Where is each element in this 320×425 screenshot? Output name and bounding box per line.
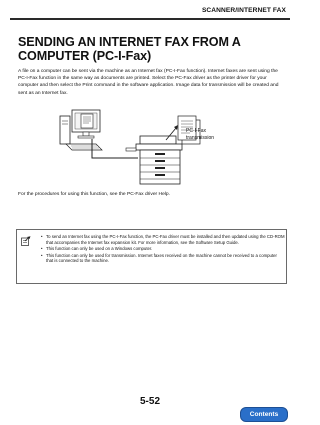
header-bar bbox=[10, 2, 290, 20]
figure-label-line1: PC-I-Fax bbox=[186, 128, 206, 134]
contents-button[interactable]: Contents bbox=[240, 407, 288, 422]
page-number: 5-52 bbox=[139, 396, 160, 407]
procedure-reference: For the procedures for using this function, see the PC-Fax driver Help. bbox=[18, 192, 170, 197]
note-item: • To send an Internet fax using the PC-I-Fax function, the PC-Fax driver must be installed and then updated using the CD-ROM that accompanies the Internet fax expansion kit. For more information, see the Software Setup Guide. bbox=[41, 234, 285, 246]
figure-label-line2: transmission bbox=[186, 134, 215, 141]
memo-icon bbox=[21, 236, 31, 246]
note-item: • This function can only be used for transmission. Internet faxes received on the machine cannot be received to a computer that is connected to the machine. bbox=[41, 253, 285, 265]
note-list bbox=[41, 234, 285, 265]
pc-i-fax-illustration bbox=[56, 108, 246, 186]
computer-tower-icon bbox=[60, 116, 70, 144]
section-header: SCANNER/INTERNET FAX bbox=[201, 7, 286, 14]
page-title: SENDING AN INTERNET FAX FROM A COMPUTER (PC-I-Fax) bbox=[18, 35, 241, 63]
note-item: • This function can only be used on a Windows computer. bbox=[41, 246, 285, 252]
mfp-machine-icon bbox=[126, 136, 182, 184]
document-icon bbox=[81, 114, 93, 128]
intro-paragraph: A file on a computer can be sent via the machine as an Internet fax (PC-I-Fax function). Internet faxes are sent using the PC-I-Fax function in the same way as documents are printed. Select the PC-Fax driver as the printer driver for your computer and then select the Print command in the software application. Image data for transmission will be created and sent as an Internet fax. bbox=[18, 69, 279, 96]
figure-label bbox=[186, 128, 214, 141]
keyboard-icon bbox=[66, 144, 102, 150]
note-box bbox=[16, 229, 287, 284]
